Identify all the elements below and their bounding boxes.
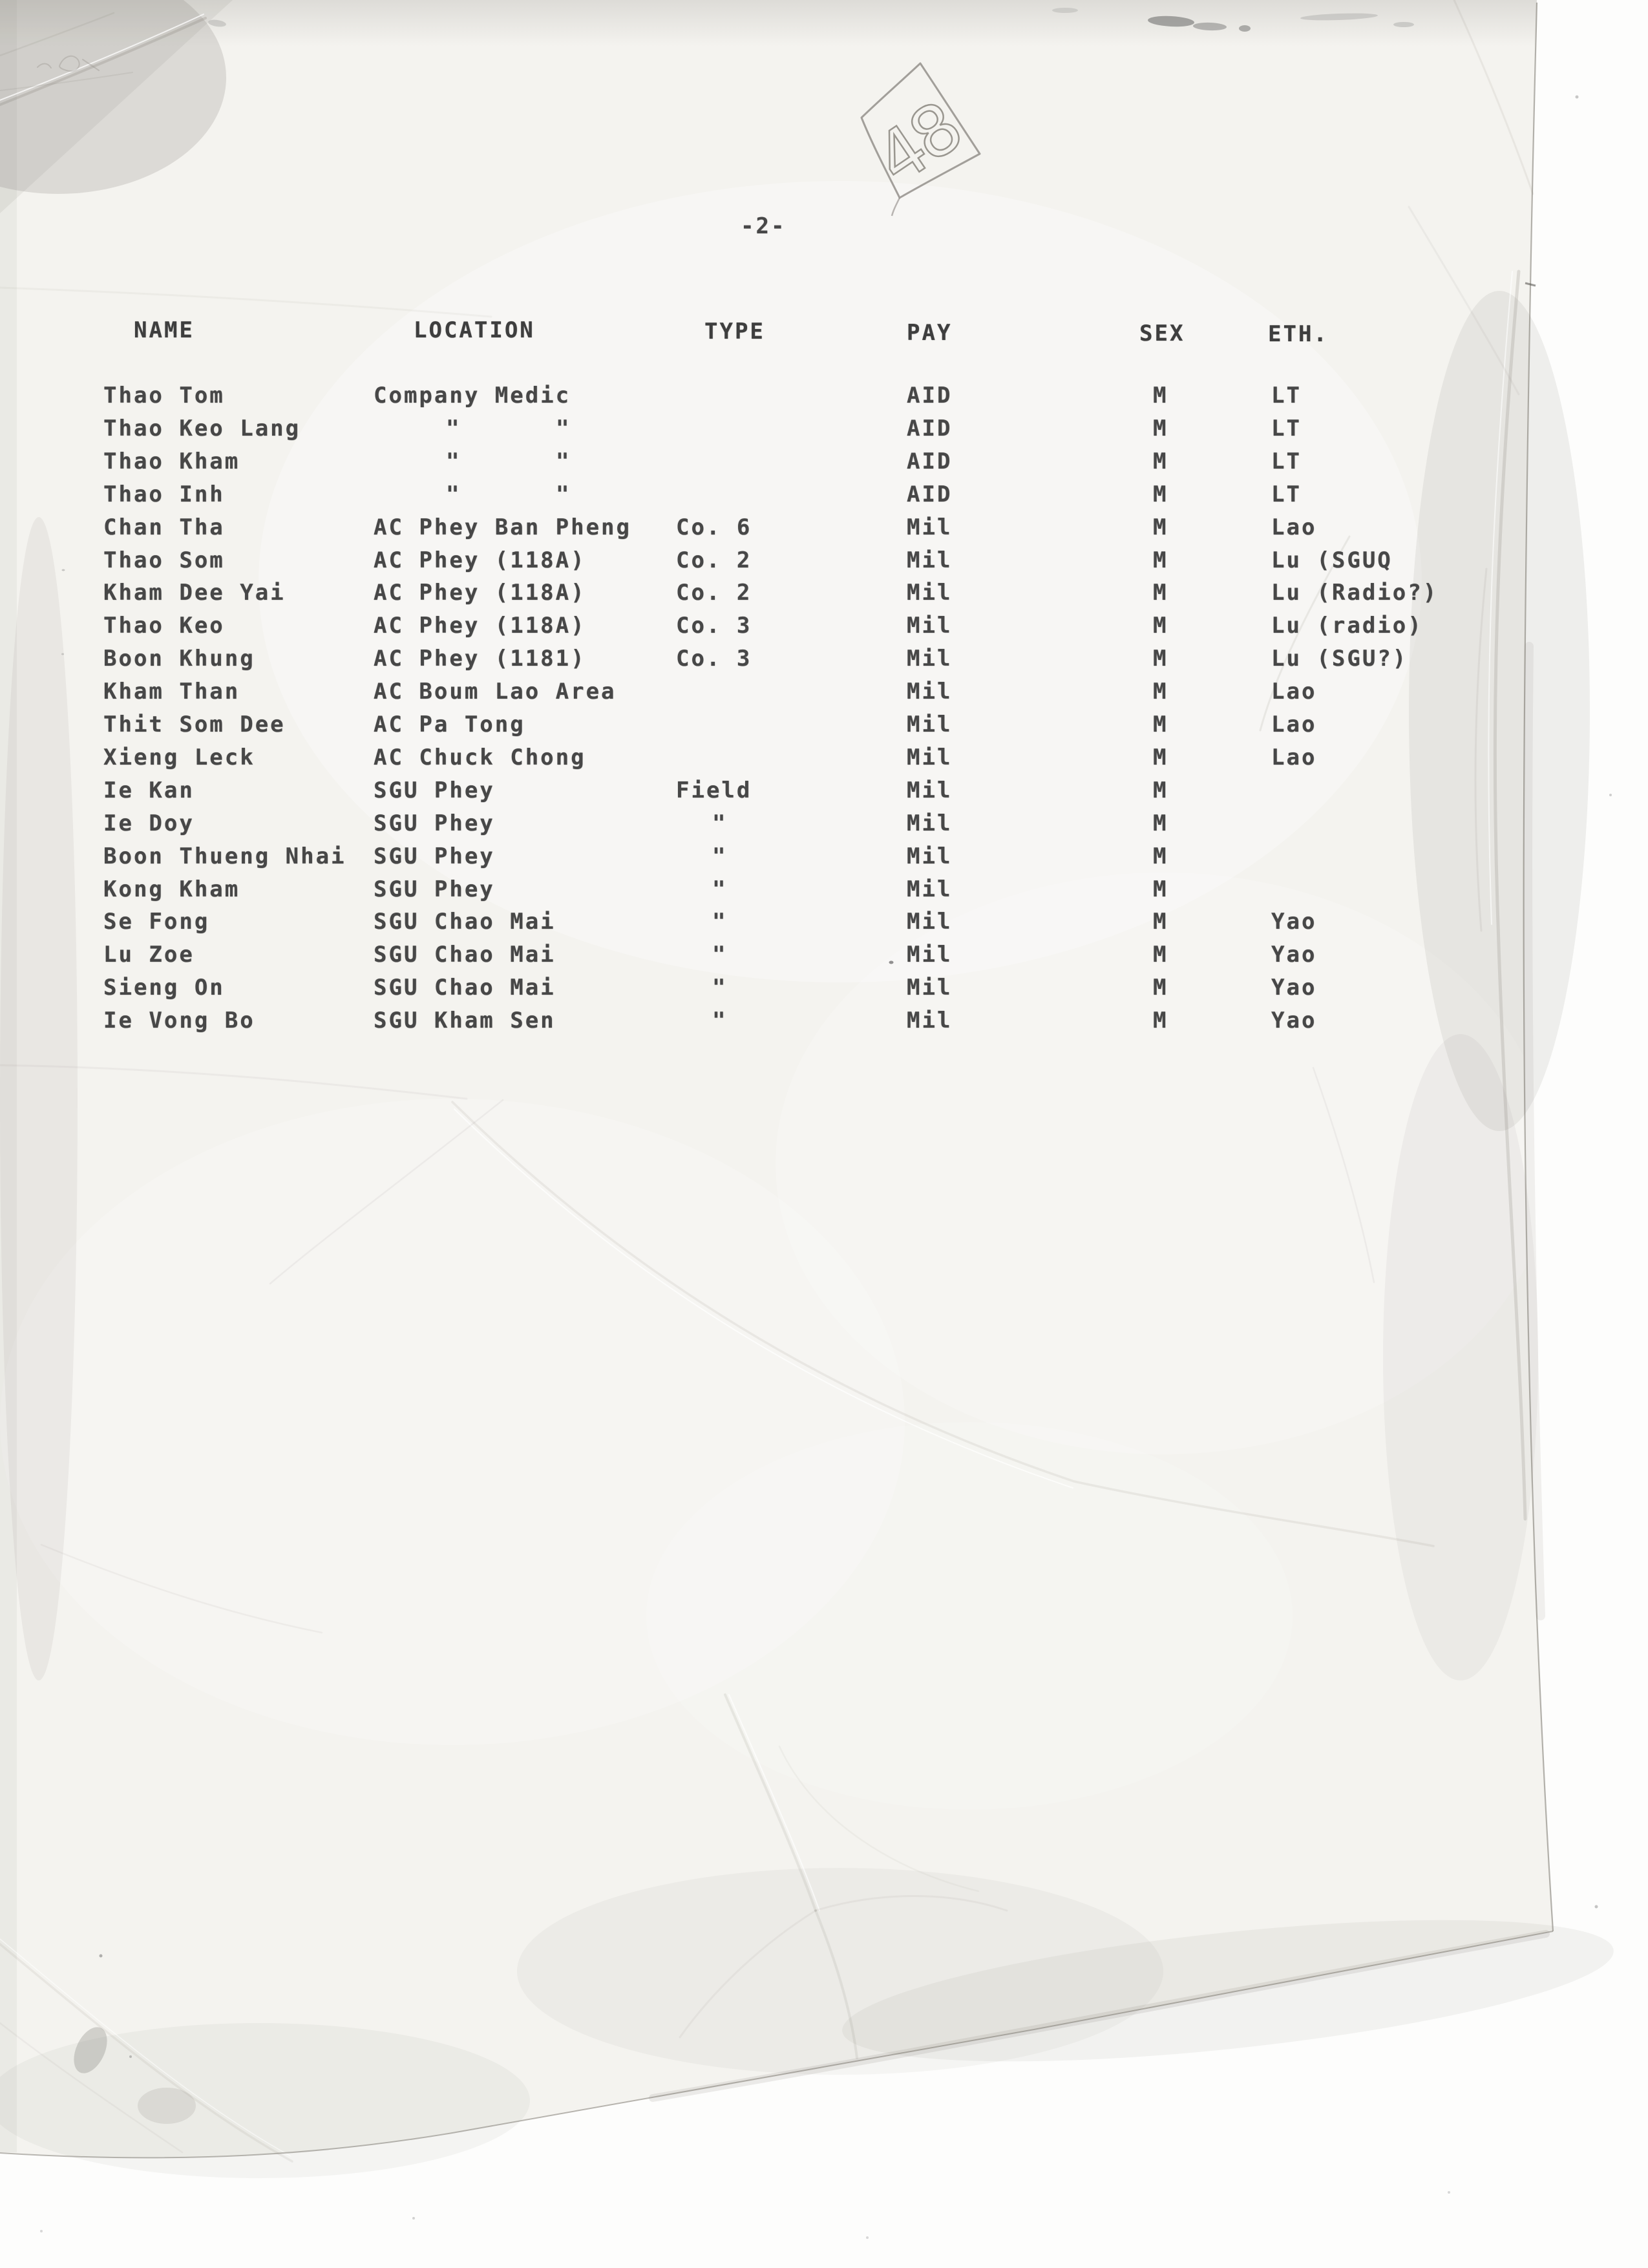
cell-name: Kham Dee Yai xyxy=(103,580,286,606)
cell-name: Chan Tha xyxy=(103,514,225,540)
cell-eth: Yao xyxy=(1271,942,1317,968)
cell-name: Se Fong xyxy=(103,909,210,935)
cell-location-ditto: " xyxy=(556,482,571,507)
cell-eth: LT xyxy=(1271,383,1302,408)
cell-pay: AID xyxy=(907,383,953,408)
cell-type: Co. 2 xyxy=(676,547,752,573)
cell-location-ditto: " xyxy=(556,416,571,441)
cell-type-ditto: " xyxy=(712,909,728,935)
column-header-type: TYPE xyxy=(704,319,765,344)
cell-sex: M xyxy=(1153,482,1168,507)
cell-pay: Mil xyxy=(907,1008,953,1033)
cell-name: Boon Khung xyxy=(103,646,255,672)
cell-pay: Mil xyxy=(907,580,953,606)
cell-sex: M xyxy=(1153,712,1168,737)
cell-sex: M xyxy=(1153,975,1168,1001)
cell-type-ditto: " xyxy=(712,942,728,968)
column-header-location: LOCATION xyxy=(414,317,535,343)
stamp-number: 48 xyxy=(861,88,975,201)
cell-pay: Mil xyxy=(907,975,953,1001)
cell-sex: M xyxy=(1153,547,1168,573)
cell-type: Field xyxy=(676,778,752,803)
cell-name: Boon Thueng Nhai xyxy=(103,843,346,869)
cell-pay: Mil xyxy=(907,514,953,540)
cell-pay: Mil xyxy=(907,778,953,803)
cell-pay: Mil xyxy=(907,745,953,770)
cell-name: Xieng Leck xyxy=(103,745,255,770)
cell-eth: LT xyxy=(1271,449,1302,474)
cell-location: SGU Phey xyxy=(374,876,495,902)
cell-name: Ie Kan xyxy=(103,778,195,803)
cell-name: Thao Kham xyxy=(103,449,240,474)
cell-location: AC Chuck Chong xyxy=(374,745,586,770)
cell-location-ditto: " xyxy=(556,449,571,474)
cell-sex: M xyxy=(1153,514,1168,540)
cell-pay: AID xyxy=(907,416,953,441)
cell-pay: Mil xyxy=(907,811,953,836)
cell-eth: Lao xyxy=(1271,712,1317,737)
cell-sex: M xyxy=(1153,613,1168,639)
cell-pay: Mil xyxy=(907,942,953,968)
cell-name: Thao Inh xyxy=(103,482,225,507)
cell-pay: Mil xyxy=(907,909,953,935)
cell-name: Ie Vong Bo xyxy=(103,1008,255,1033)
cell-sex: M xyxy=(1153,646,1168,672)
cell-name: Thao Keo Lang xyxy=(103,416,301,441)
cell-pay: AID xyxy=(907,482,953,507)
cell-eth: LT xyxy=(1271,482,1302,507)
cell-type: Co. 2 xyxy=(676,580,752,606)
page-number: -2- xyxy=(741,213,787,239)
cell-location: AC Phey (118A) xyxy=(374,580,586,606)
cell-name: Ie Doy xyxy=(103,811,195,836)
cell-location: SGU Kham Sen xyxy=(374,1008,556,1033)
cell-eth: Lao xyxy=(1271,514,1317,540)
cell-pay: Mil xyxy=(907,679,953,705)
cell-sex: M xyxy=(1153,449,1168,474)
cell-location: SGU Phey xyxy=(374,843,495,869)
cell-pay: Mil xyxy=(907,712,953,737)
column-header-pay: PAY xyxy=(907,320,953,346)
cell-name: Thao Keo xyxy=(103,613,225,639)
cell-type-ditto: " xyxy=(712,876,728,902)
column-header-eth: ETH. xyxy=(1268,321,1329,347)
cell-type-ditto: " xyxy=(712,811,728,836)
cell-pay: AID xyxy=(907,449,953,474)
cell-sex: M xyxy=(1153,416,1168,441)
cell-sex: M xyxy=(1153,778,1168,803)
cell-pay: Mil xyxy=(907,547,953,573)
cell-pay: Mil xyxy=(907,613,953,639)
cell-sex: M xyxy=(1153,811,1168,836)
cell-sex: M xyxy=(1153,909,1168,935)
cell-type: Co. 3 xyxy=(676,646,752,672)
column-header-sex: SEX xyxy=(1139,321,1185,346)
cell-location: SGU Phey xyxy=(374,778,495,803)
cell-location: AC Phey (118A) xyxy=(374,547,586,573)
cell-sex: M xyxy=(1153,580,1168,606)
cell-type: Co. 3 xyxy=(676,613,752,639)
cell-eth: Lu (radio) xyxy=(1271,613,1423,639)
cell-location: AC Boum Lao Area xyxy=(374,679,617,705)
cell-pay: Mil xyxy=(907,646,953,672)
cell-location: AC Phey (1181) xyxy=(374,646,586,672)
cell-name: Lu Zoe xyxy=(103,942,195,968)
cell-sex: M xyxy=(1153,876,1168,902)
cell-eth: Lu (SGUQ xyxy=(1271,547,1393,573)
cell-eth: Yao xyxy=(1271,975,1317,1001)
cell-type-ditto: " xyxy=(712,843,728,869)
cell-eth: Yao xyxy=(1271,909,1317,935)
cell-eth: Lao xyxy=(1271,745,1317,770)
cell-sex: M xyxy=(1153,745,1168,770)
cell-name: Thao Som xyxy=(103,547,225,573)
cell-type-ditto: " xyxy=(712,975,728,1001)
cell-location: SGU Chao Mai xyxy=(374,909,556,935)
cell-location: SGU Chao Mai xyxy=(374,975,556,1001)
cell-location-ditto: " xyxy=(446,416,461,441)
cell-sex: M xyxy=(1153,679,1168,705)
cell-location: AC Phey Ban Pheng xyxy=(374,514,631,540)
cell-sex: M xyxy=(1153,1008,1168,1033)
cell-eth: Lu (SGU?) xyxy=(1271,646,1408,672)
cell-sex: M xyxy=(1153,942,1168,968)
column-header-name: NAME xyxy=(134,317,195,343)
cell-pay: Mil xyxy=(907,843,953,869)
cell-name: Thao Tom xyxy=(103,383,225,408)
cell-eth: Lu (Radio?) xyxy=(1271,580,1439,606)
cell-eth: Lao xyxy=(1271,679,1317,705)
cell-sex: M xyxy=(1153,383,1168,408)
cell-name: Sieng On xyxy=(103,975,225,1001)
cell-name: Kong Kham xyxy=(103,876,240,902)
cell-location: AC Pa Tong xyxy=(374,712,525,737)
cell-location: SGU Chao Mai xyxy=(374,942,556,968)
cell-type-ditto: " xyxy=(712,1008,728,1033)
cell-sex: M xyxy=(1153,843,1168,869)
cell-pay: Mil xyxy=(907,876,953,902)
cell-location-ditto: " xyxy=(446,482,461,507)
cell-eth: Yao xyxy=(1271,1008,1317,1033)
cell-name: Thit Som Dee xyxy=(103,712,286,737)
cell-location-ditto: " xyxy=(446,449,461,474)
cell-eth: LT xyxy=(1271,416,1302,441)
cell-location: SGU Phey xyxy=(374,811,495,836)
cell-location: Company Medic xyxy=(374,383,571,408)
cell-type: Co. 6 xyxy=(676,514,752,540)
cell-name: Kham Than xyxy=(103,679,240,705)
cell-location: AC Phey (118A) xyxy=(374,613,586,639)
